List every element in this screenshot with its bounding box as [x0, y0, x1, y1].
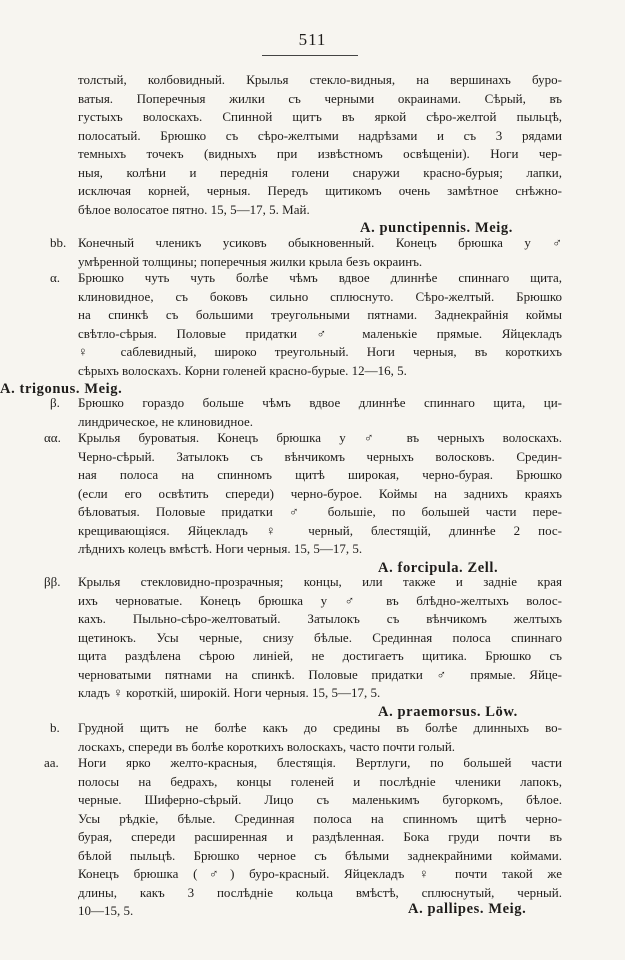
text-line: линдрическое, не клиновидное. [78, 413, 253, 429]
text-line: Крылья стекловидно-прозрачныя; концы, или также и задніе края [78, 574, 562, 589]
text-line: полосатый. Брюшко съ сѣро-желтыми надрѣзами и съ 3 рядами [78, 127, 562, 143]
entry-label: bb. [50, 235, 67, 250]
text-line: ныя, колѣни и переднія голени снаружи красно-бурыя; лапки, [78, 164, 562, 180]
text-line: лѣднихъ колецъ вмѣстѣ. Ноги черныя. 15, 5—17, 5. [78, 541, 363, 556]
text-line: ватыя. Поперечныя жилки съ черными окраинами. Сѣрый, въ [78, 90, 562, 106]
text-line: ♀ саблевидный, широко треугольный. Ноги черныя, въ короткихъ [78, 344, 562, 359]
text-line: крещивающіяся. Яйцекладъ ♀ черный, блестящій, длиннѣе 2 пос- [78, 522, 562, 538]
text-line: Брюшко гораздо больше чѣмъ вдвое длиннѣе спиннаго щита, ци- [78, 395, 562, 410]
text-line: клиновидное, съ боковъ сильно сплюснуто. Сѣро-желтый. Брюшко [78, 288, 562, 304]
text-line: Усы рѣдкіе, бѣлые. Срединная полоса на спинномъ щитѣ черно- [78, 810, 562, 826]
text-line: полосы на бедрахъ, концы голеней и послѣдніе членики лапокъ, [78, 773, 562, 789]
text-line: на спинкѣ съ большими треугольными пятнами. Заднекрайнія коймы [78, 307, 562, 322]
species-name: A. pallipes. Meig. [408, 901, 527, 917]
species-name: A. forcipula. Zell. [378, 559, 499, 576]
text-line: кладъ ♀ короткій, широкій. Ноги черныя. 15, 5—17, 5. [78, 685, 381, 700]
text-line: бѣловатыя. Половые придатки ♂ большіе, по большей части пере- [78, 504, 562, 519]
text-line: ная полоса на спинномъ щитѣ широкая, черно-бурая. Брюшко [78, 467, 562, 482]
text-line: длины, какъ 3 послѣдніе кольца вмѣстѣ, сплюснутый, черный. [78, 884, 562, 900]
text-line: исключая корней, черныя. Передъ щитикомъ очень замѣтное снѣжно- [78, 183, 562, 198]
entry-label: α. [50, 270, 61, 285]
text-line: Черно-сѣрый. Затылокъ съ вѣнчикомъ черныхъ волосковъ. Средин- [78, 448, 562, 464]
text-line: Крылья буроватыя. Конецъ брюшка у ♂ въ черныхъ волоскахъ. [78, 430, 562, 445]
species-name: A. punctipennis. Meig. [360, 220, 513, 236]
entry-label: αα. [44, 430, 61, 445]
text-line: кахъ. Пыльно-сѣро-желтоватый. Затылокъ съ вѣнчикомъ желтыхъ [78, 611, 562, 626]
text-line: умѣренной толщины; поперечныя жилки крыла безъ окраинъ. [78, 253, 423, 269]
entry-label: ββ. [44, 574, 61, 589]
text-line: Конечный членикъ усиковъ обыкновенный. Конецъ брюшка у ♂ [78, 235, 562, 250]
header-rule [262, 55, 358, 56]
entry-label: β. [50, 395, 60, 410]
species-name: A. trigonus. Meig. [0, 381, 123, 397]
text-line: черноватыми пятнами на спинкѣ. Половые придатки ♂ прямые. Яйце- [78, 666, 562, 682]
text-line: толстый, колбовидный. Крылья стекло-видныя, на вершинахъ буро- [78, 72, 562, 87]
text-line: бѣлой пыльцѣ. Брюшко черное съ бѣлыми заднекрайними коймами. [78, 847, 562, 863]
page-number: 511 [298, 30, 327, 49]
text-line: густыхъ волоскахъ. Спинной щитъ въ яркой сѣро-желтой пыльцѣ, [78, 109, 562, 124]
text-line: сѣрыхъ волоскахъ. Корни голеней красно-бурые. 12—16, 5. [78, 362, 407, 378]
text-line: (если его освѣтить спереди) черно-бурое. Коймы на заднихъ краяхъ [78, 485, 562, 501]
text-line: черные. Шиферно-сѣрый. Лицо съ маленькимъ бугоркомъ, бѣлое. [78, 792, 562, 807]
text-line: ихъ черноватые. Конецъ брюшка у ♂ въ блѣдно-желтыхъ волос- [78, 592, 562, 608]
text-line: Брюшко чуть чуть болѣе чѣмъ вдвое длиннѣе спиннаго щита, [78, 270, 562, 285]
text-line: свѣтло-сѣрыя. Половые придатки ♂ маленькіе прямые. Яйцекладъ [78, 325, 562, 341]
text-line: Грудной щитъ не болѣе какъ до средины въ болѣе длинныхъ во- [78, 720, 562, 735]
entry-label: aa. [44, 755, 59, 770]
text-line: Конецъ брюшка (♂) буро-красный. Яйцекладъ ♀ почти такой же [78, 866, 562, 881]
text-line: щита раздѣлена сѣрою линіей, не достигаетъ щитика. Брюшко съ [78, 648, 562, 663]
text-line: темныхъ точекъ (видныхъ при извѣстномъ освѣщеніи). Ноги чер- [78, 146, 562, 161]
text-line: лоскахъ, спереди въ болѣе короткихъ волоскахъ, часто почти голый. [78, 738, 456, 754]
entry-label: b. [50, 720, 60, 735]
text-line: бѣлое волосатое пятно. 15, 5—17, 5. Май. [78, 201, 310, 217]
text-line: щетинокъ. Усы черные, снизу бѣлые. Срединная полоса спиннаго [78, 629, 562, 645]
text-line: Ноги ярко желто-красныя, блестящія. Вертлуги, по большей части [78, 755, 562, 770]
species-name: A. praemorsus. Löw. [378, 703, 518, 720]
text-line: 10—15, 5. [78, 903, 134, 918]
text-line: бурая, спереди расширенная и раздѣленная. Бока груди почти въ [78, 829, 562, 844]
